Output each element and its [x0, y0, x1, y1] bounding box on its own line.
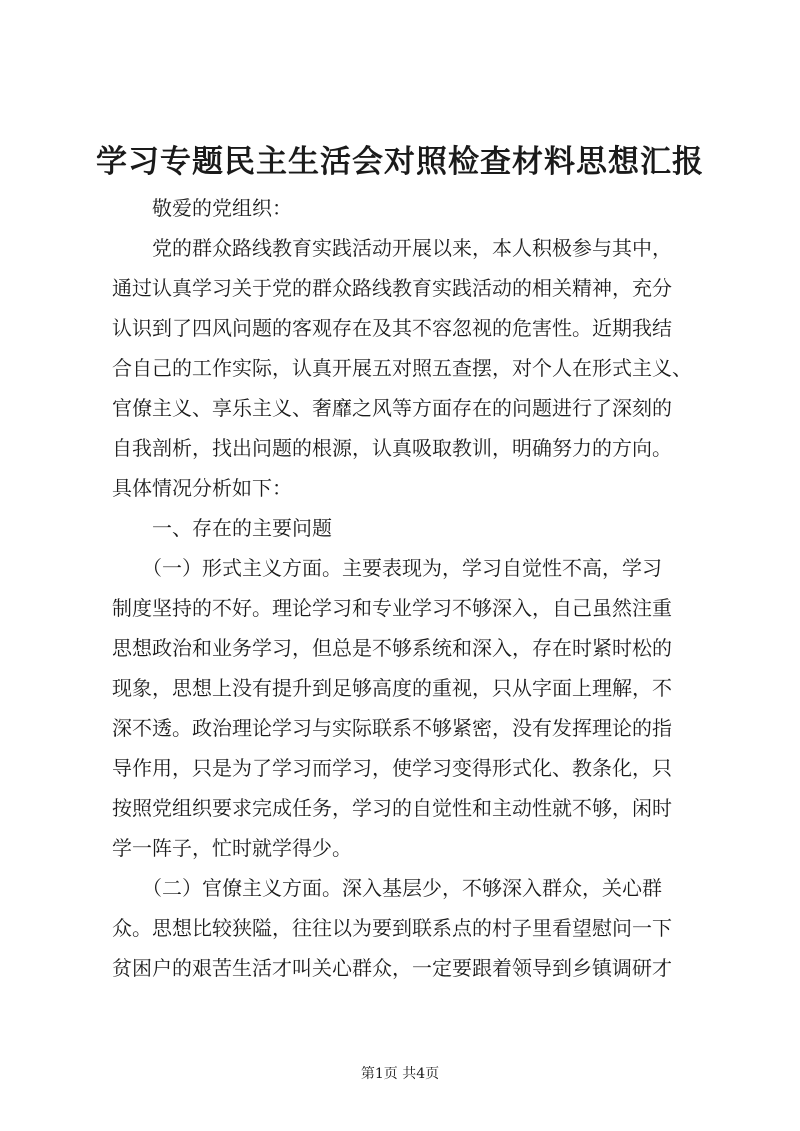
body-line: 思想政治和业务学习，但总是不够系统和深入，存在时紧时松的 [112, 636, 672, 660]
body-line: 党的群众路线教育实践活动开展以来，本人积极参与其中， [112, 236, 672, 260]
body-line: 官僚主义、享乐主义、奢靡之风等方面存在的问题进行了深刻的 [112, 396, 672, 420]
body-line: 按照党组织要求完成任务，学习的自觉性和主动性就不够，闲时 [112, 796, 672, 820]
body-line: 众。思想比较狭隘，往往以为要到联系点的村子里看望慰问一下 [112, 916, 672, 940]
body-line: 认识到了四风问题的客观存在及其不容忽视的危害性。近期我结 [112, 316, 672, 340]
body-line: （一）形式主义方面。主要表现为，学习自觉性不高，学习 [112, 556, 662, 580]
body-line: 贫困户的艰苦生活才叫关心群众，一定要跟着领导到乡镇调研才 [112, 956, 672, 980]
page-number: 第1页 共4页 [360, 1066, 440, 1082]
body-line: 敬爱的党组织： [112, 196, 292, 220]
section-heading: 一、存在的主要问题 [112, 516, 332, 540]
body-line: 现象，思想上没有提升到足够高度的重视，只从字面上理解，不 [112, 676, 672, 700]
body-line: 具体情况分析如下： [112, 476, 292, 500]
body-line: 制度坚持的不好。理论学习和专业学习不够深入，自己虽然注重 [112, 596, 672, 620]
document-body [112, 188, 704, 988]
body-line: 导作用，只是为了学习而学习，使学习变得形式化、教条化，只 [112, 756, 672, 780]
body-line: 通过认真学习关于党的群众路线教育实践活动的相关精神，充分 [112, 276, 672, 300]
body-line: 深不透。政治理论学习与实际联系不够紧密，没有发挥理论的指 [112, 716, 672, 740]
body-line: （二）官僚主义方面。深入基层少，不够深入群众，关心群 [112, 876, 662, 900]
body-line: 合自己的工作实际，认真开展五对照五查摆，对个人在形式主义、 [112, 356, 692, 380]
body-line: 学一阵子，忙时就学得少。 [112, 836, 352, 860]
body-line: 自我剖析，找出问题的根源，认真吸取教训，明确努力的方向。 [112, 436, 672, 460]
document-title: 学习专题民主生活会对照检查材料思想汇报 [96, 144, 704, 180]
